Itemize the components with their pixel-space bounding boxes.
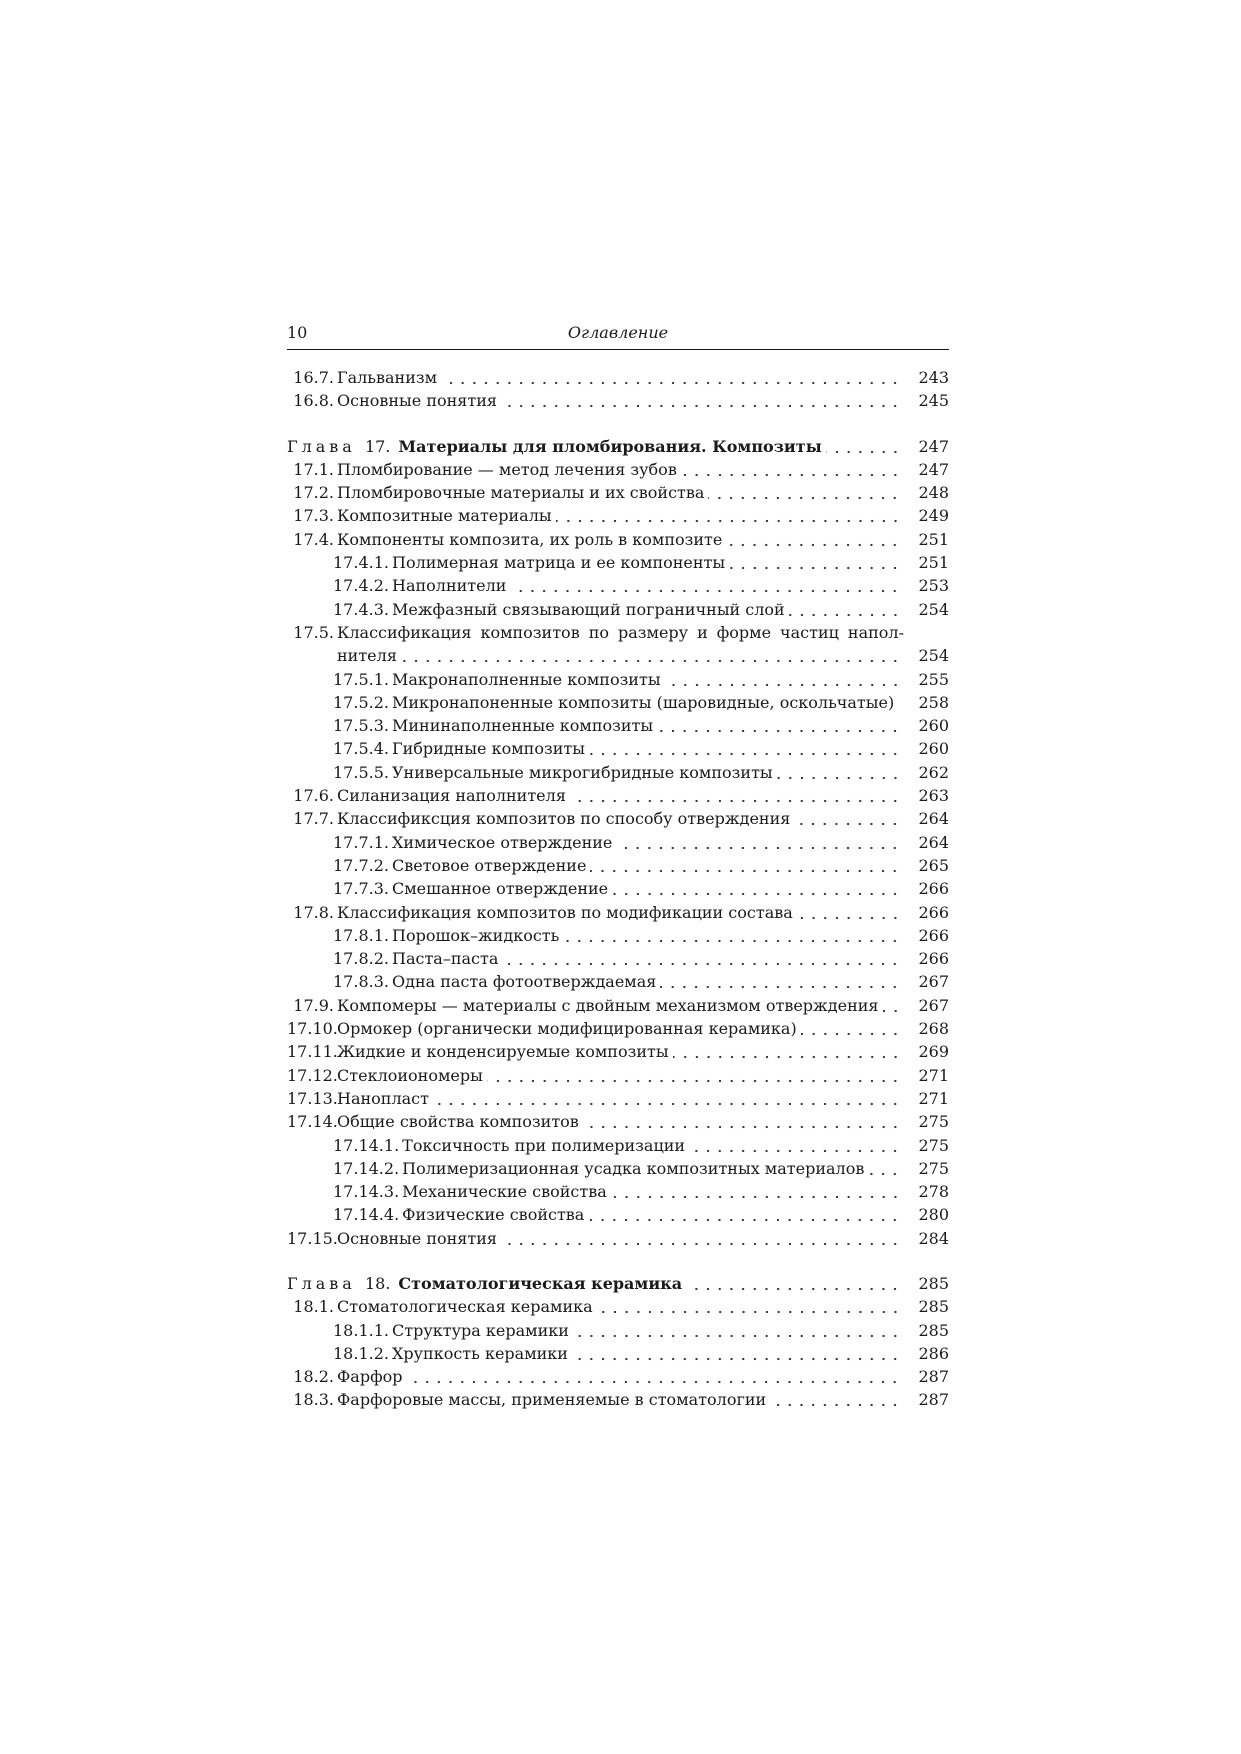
page-ref: 247	[918, 459, 949, 479]
dot-leader	[502, 947, 901, 970]
subsection-number: 17.4.1.	[333, 553, 389, 573]
page-ref: 264	[918, 809, 949, 829]
dot-leader	[570, 784, 901, 807]
toc-subsection-entry[interactable]	[287, 551, 949, 574]
toc-section-entry[interactable]	[287, 504, 949, 527]
page-ref: 280	[918, 1205, 949, 1225]
page-ref: 266	[918, 925, 949, 945]
toc-subsection-entry[interactable]	[287, 1180, 949, 1203]
page-ref: 253	[918, 576, 949, 596]
section-title: Компомеры — материалы с двойным механизмом отверждения	[337, 995, 879, 1015]
toc-subsection-entry[interactable]	[287, 574, 949, 597]
page-ref: 247	[918, 436, 949, 456]
dot-leader	[573, 1319, 901, 1342]
toc-section-entry[interactable]	[287, 901, 949, 924]
subsection-title: Микронапоненные композиты (шаровидные, оскольчатые)	[391, 692, 895, 712]
page-ref: 264	[918, 832, 949, 852]
subsection-title: Наполнители	[391, 576, 507, 596]
page-ref: 287	[918, 1390, 949, 1410]
page-ref: 254	[918, 646, 949, 666]
dot-leader	[686, 1272, 901, 1295]
section-title: Основные понятия	[337, 391, 497, 411]
section-number: 17.13.	[287, 1088, 338, 1108]
page-ref: 275	[918, 1112, 949, 1132]
page-ref: 255	[918, 669, 949, 689]
page-ref: 267	[918, 995, 949, 1015]
section-number: 17.7.	[293, 809, 334, 829]
page-ref: 271	[918, 1065, 949, 1085]
page-ref: 263	[918, 786, 949, 806]
page-number: 10	[287, 323, 308, 342]
section-number: 17.6.	[293, 786, 334, 806]
subsection-title: Химическое отверждение	[391, 832, 613, 852]
dot-leader	[501, 1227, 901, 1250]
subsection-title: Одна паста фотоотверждаемая	[391, 972, 657, 992]
toc-section-entry[interactable]	[287, 458, 949, 481]
subsection-title: Механические свойства	[402, 1182, 607, 1202]
toc-section-entry[interactable]	[287, 1295, 949, 1318]
dot-leader	[433, 1087, 901, 1110]
toc-section-entry[interactable]	[287, 1064, 949, 1087]
subsection-number: 17.5.3.	[333, 716, 389, 736]
toc-subsection-entry[interactable]	[287, 1342, 949, 1365]
page-ref: 278	[918, 1182, 949, 1202]
subsection-number: 17.8.2.	[333, 949, 389, 969]
section-title: Стоматологическая керамика	[337, 1297, 593, 1317]
section-title: Общие свойства композитов	[337, 1112, 579, 1132]
section-title-line2: нителя	[337, 646, 397, 666]
toc-subsection-entry[interactable]	[287, 947, 949, 970]
page-ref: 286	[918, 1343, 949, 1363]
page-ref: 266	[918, 902, 949, 922]
dot-leader	[572, 1342, 901, 1365]
dot-leader	[401, 644, 901, 667]
page-ref: 285	[918, 1273, 949, 1293]
toc-subsection-entry[interactable]	[287, 761, 949, 784]
page-ref: 258	[918, 692, 949, 712]
section-number: 17.11.	[287, 1042, 338, 1062]
toc-subsection-entry[interactable]	[287, 737, 949, 760]
page-ref: 243	[918, 368, 949, 387]
dot-leader	[660, 970, 901, 993]
section-title: Компоненты композита, их роль в композите	[337, 529, 723, 549]
dot-leader	[770, 1388, 901, 1411]
toc-subsection-entry[interactable]	[287, 970, 949, 993]
section-title: Жидкие и конденсируемые композиты	[337, 1042, 669, 1062]
dot-leader	[681, 458, 901, 481]
page-ref: 254	[918, 599, 949, 619]
dot-leader	[726, 528, 901, 551]
toc-section-entry[interactable]	[287, 528, 949, 551]
toc-section-entry[interactable]	[287, 389, 949, 412]
page-ref: 251	[918, 553, 949, 573]
page-ref: 266	[918, 879, 949, 899]
subsection-number: 17.5.5.	[333, 762, 389, 782]
page-ref: 249	[918, 506, 949, 526]
subsection-number: 18.1.2.	[333, 1343, 389, 1363]
section-number: 16.8.	[293, 391, 334, 411]
dot-leader	[729, 551, 901, 574]
page-ref: 266	[918, 949, 949, 969]
subsection-title: Порошок–жидкость	[391, 925, 560, 945]
page-ref: 260	[918, 739, 949, 759]
page-ref: 267	[918, 972, 949, 992]
dot-leader	[689, 1134, 901, 1157]
page-ref: 265	[918, 855, 949, 875]
page-ref: 248	[918, 483, 949, 503]
chapter-title: Материалы для пломбирования. Композиты	[398, 436, 822, 456]
dot-leader	[597, 1295, 901, 1318]
section-number: 17.10.	[287, 1019, 338, 1039]
section-title: Фарфор	[337, 1367, 403, 1387]
toc-section-entry[interactable]	[287, 784, 949, 807]
section-number: 17.5.	[293, 622, 334, 642]
dot-leader	[501, 389, 901, 412]
subsection-title: Структура керамики	[391, 1320, 569, 1340]
toc-section-entry[interactable]	[287, 994, 949, 1017]
running-title: Оглавление	[567, 323, 669, 342]
page-ref: 262	[918, 762, 949, 782]
dot-leader	[583, 1110, 901, 1133]
section-title-line1: Классификация композитов по размеру и форме частиц напол-	[337, 622, 904, 642]
section-number: 18.2.	[293, 1367, 334, 1387]
page-ref: 251	[918, 529, 949, 549]
dot-leader	[883, 994, 902, 1017]
dot-leader	[611, 1180, 901, 1203]
dot-leader	[777, 761, 901, 784]
page-ref: 271	[918, 1088, 949, 1108]
section-title: Гальванизм	[337, 368, 438, 387]
subsection-title: Хрупкость керамики	[391, 1343, 568, 1363]
section-title: Силанизация наполнителя	[337, 786, 566, 806]
chapter-title: Стоматологическая керамика	[398, 1273, 683, 1293]
toc-subsection-entry[interactable]	[287, 668, 949, 691]
page-ref: 275	[918, 1135, 949, 1155]
subsection-number: 17.8.1.	[333, 925, 389, 945]
page-ref: 285	[918, 1320, 949, 1340]
section-number: 17.3.	[293, 506, 334, 526]
section-title: Классификсция композитов по способу отверждения	[337, 809, 791, 829]
dot-leader	[665, 668, 901, 691]
dot-leader	[510, 574, 901, 597]
page-ref: 260	[918, 716, 949, 736]
section-number: 17.8.	[293, 902, 334, 922]
section-number: 17.2.	[293, 483, 334, 503]
dot-leader	[589, 737, 901, 760]
indent-spacer	[287, 644, 337, 667]
toc-section-entry[interactable]	[287, 621, 949, 644]
table-of-contents	[287, 366, 949, 1412]
dot-leader	[406, 1365, 901, 1388]
subsection-number: 17.7.2.	[333, 855, 389, 875]
subsection-title: Макронаполненные композиты	[391, 669, 661, 689]
page-ref: 285	[918, 1297, 949, 1317]
subsection-title: Мининаполненные композиты	[391, 716, 654, 736]
dot-leader	[612, 877, 901, 900]
chapter-label: Глава	[287, 436, 356, 456]
toc-section-entry[interactable]	[287, 1017, 949, 1040]
section-title: Фарфоровые массы, применяемые в стоматологии	[337, 1390, 767, 1410]
section-number: 17.4.	[293, 529, 334, 549]
subsection-number: 17.5.2.	[333, 692, 389, 712]
chapter-num: 18.	[364, 1273, 391, 1293]
subsection-title: Полимеризационная усадка композитных материалов	[402, 1158, 865, 1178]
toc-subsection-entry[interactable]	[287, 1134, 949, 1157]
dot-leader	[441, 366, 901, 389]
subsection-title: Паста–паста	[391, 949, 499, 969]
subsection-number: 17.4.3.	[333, 599, 389, 619]
subsection-number: 17.14.2.	[333, 1158, 400, 1178]
toc-section-entry[interactable]	[287, 1087, 949, 1110]
dot-leader	[826, 435, 901, 458]
subsection-title: Токсичность при полимеризации	[402, 1135, 686, 1155]
subsection-number: 17.7.3.	[333, 879, 389, 899]
section-title: Нанопласт	[337, 1088, 429, 1108]
section-title: Ормокер (органически модифицированная керамика)	[337, 1019, 797, 1039]
toc-subsection-entry[interactable]	[287, 924, 949, 947]
toc-subsection-entry[interactable]	[287, 854, 949, 877]
section-title: Стеклоиономеры	[337, 1065, 483, 1085]
subsection-number: 17.5.4.	[333, 739, 389, 759]
subsection-number: 17.14.4.	[333, 1205, 400, 1225]
toc-subsection-entry[interactable]	[287, 1203, 949, 1226]
toc-subsection-entry[interactable]	[287, 1319, 949, 1342]
subsection-title: Полимерная матрица и ее компоненты	[391, 553, 726, 573]
page-ref: 245	[918, 391, 949, 411]
dot-leader	[588, 1203, 901, 1226]
subsection-title: Межфазный связывающий пограничный слой	[391, 599, 785, 619]
page-ref: 268	[918, 1019, 949, 1039]
toc-subsection-entry[interactable]	[287, 1157, 949, 1180]
section-number: 17.12.	[287, 1065, 338, 1085]
dot-leader	[868, 1157, 901, 1180]
toc-section-entry[interactable]	[287, 807, 949, 830]
section-title: Пломбирование — метод лечения зубов	[337, 459, 677, 479]
section-number: 17.15.	[287, 1228, 338, 1248]
toc-subsection-entry[interactable]	[287, 877, 949, 900]
toc-subsection-entry[interactable]	[287, 831, 949, 854]
section-title: Основные понятия	[337, 1228, 497, 1248]
dot-leader	[673, 1040, 901, 1063]
dot-leader	[556, 504, 901, 527]
toc-section-entry[interactable]	[287, 481, 949, 504]
subsection-title: Смешанное отверждение	[391, 879, 609, 899]
section-number: 17.1.	[293, 459, 334, 479]
subsection-number: 17.5.1.	[333, 669, 389, 689]
section-title: Пломбировочные материалы и их свойства	[337, 483, 705, 503]
dot-leader	[708, 481, 901, 504]
chapter-num: 17.	[364, 436, 391, 456]
section-title: Композитные материалы	[337, 506, 552, 526]
dot-leader	[590, 854, 901, 877]
subsection-title: Световое отверждение	[391, 855, 587, 875]
page-ref: 284	[918, 1228, 949, 1248]
subsection-number: 17.14.1.	[333, 1135, 400, 1155]
toc-section-entry[interactable]	[287, 1040, 949, 1063]
subsection-title: Универсальные микрогибридные композиты	[391, 762, 773, 782]
chapter-label: Глава	[287, 1273, 356, 1293]
page-ref: 287	[918, 1367, 949, 1387]
dot-leader	[657, 714, 901, 737]
toc-section-entry[interactable]	[287, 1388, 949, 1411]
dot-leader	[801, 1017, 901, 1040]
subsection-title: Физические свойства	[402, 1205, 585, 1225]
page-header	[287, 323, 949, 350]
dot-leader	[794, 807, 901, 830]
toc-section-entry[interactable]	[287, 1365, 949, 1388]
page-ref: 275	[918, 1158, 949, 1178]
subsection-number: 17.8.3.	[333, 972, 389, 992]
dot-leader	[797, 901, 901, 924]
section-number: 16.7.	[293, 368, 334, 387]
toc-section-entry-continued[interactable]	[287, 644, 949, 667]
dot-leader	[789, 598, 901, 621]
dot-leader	[487, 1064, 901, 1087]
toc-subsection-entry[interactable]	[287, 714, 949, 737]
section-number: 18.3.	[293, 1390, 334, 1410]
chapter-number	[287, 435, 398, 458]
subsection-number: 17.4.2.	[333, 576, 389, 596]
dot-leader	[563, 924, 901, 947]
dot-leader	[898, 691, 901, 714]
toc-section-entry[interactable]	[287, 366, 949, 389]
toc-section-entry[interactable]	[287, 1227, 949, 1250]
section-number: 17.14.	[287, 1112, 338, 1132]
subsection-number: 18.1.1.	[333, 1320, 389, 1340]
toc-chapter-entry[interactable]	[287, 1272, 949, 1295]
subsection-number: 17.14.3.	[333, 1182, 400, 1202]
toc-chapter-entry[interactable]	[287, 435, 949, 458]
subsection-number: 17.7.1.	[333, 832, 389, 852]
toc-subsection-entry[interactable]	[287, 598, 949, 621]
toc-section-entry[interactable]	[287, 1110, 949, 1133]
section-number: 18.1.	[293, 1297, 334, 1317]
chapter-number	[287, 1272, 398, 1295]
toc-subsection-entry[interactable]	[287, 691, 949, 714]
subsection-title: Гибридные композиты	[391, 739, 585, 759]
section-title: Классификация композитов по модификации состава	[337, 902, 793, 922]
dot-leader	[616, 831, 901, 854]
section-number: 17.9.	[293, 995, 334, 1015]
page-ref: 269	[918, 1042, 949, 1062]
